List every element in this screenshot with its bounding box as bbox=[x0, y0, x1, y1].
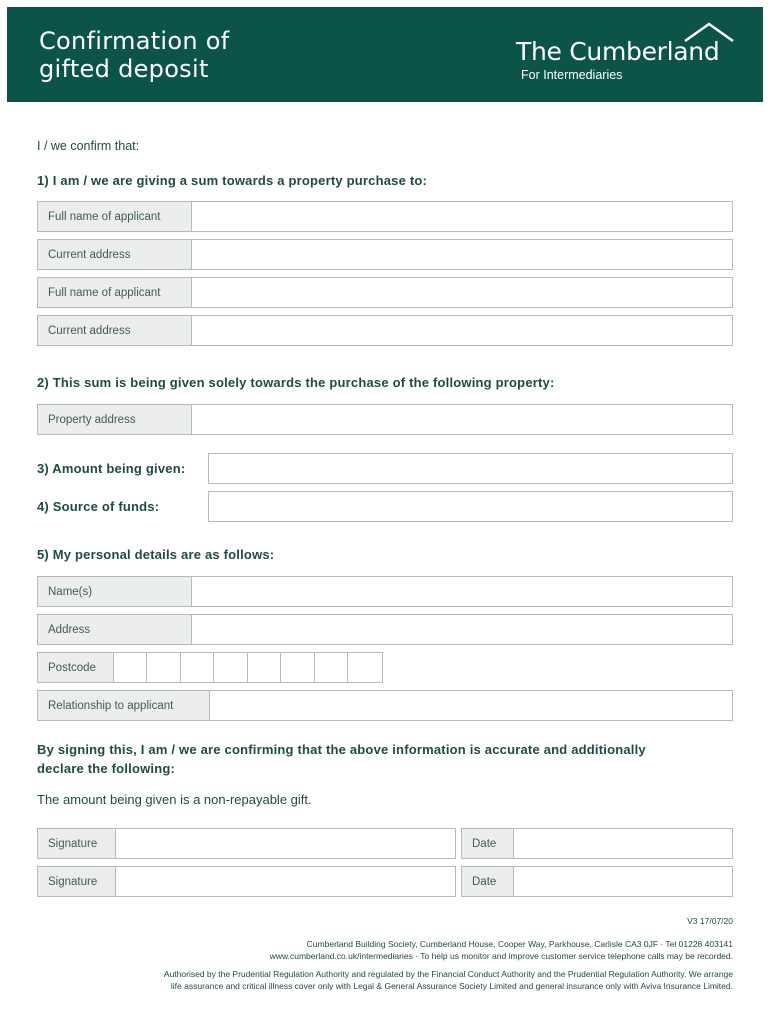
applicant1-name-label: Full name of applicant bbox=[38, 202, 192, 231]
postcode-char-field[interactable] bbox=[181, 653, 215, 682]
signature-field[interactable] bbox=[116, 867, 455, 896]
date-label: Date bbox=[462, 867, 514, 896]
date-row-2 bbox=[461, 866, 733, 897]
version-text: V3 17/07/20 bbox=[687, 916, 733, 926]
applicant1-name-field[interactable] bbox=[192, 202, 732, 231]
footer-web: www.cumberland.co.uk/intermediaries · To help us monitor and improve customer service telephone calls may be recorded. bbox=[269, 951, 733, 961]
applicant2-address-row bbox=[37, 315, 733, 346]
applicant1-address-row bbox=[37, 239, 733, 270]
date-field[interactable] bbox=[514, 829, 732, 858]
giver-address-row bbox=[37, 614, 733, 645]
postcode-label: Postcode bbox=[38, 653, 114, 682]
postcode-char-field[interactable] bbox=[214, 653, 248, 682]
declaration-heading-line2: declare the following: bbox=[37, 761, 176, 776]
applicant1-address-field[interactable] bbox=[192, 240, 732, 269]
applicant1-name-row bbox=[37, 201, 733, 232]
brand-logo-text: The Cumberland bbox=[516, 37, 720, 66]
relationship-label: Relationship to applicant bbox=[38, 691, 210, 720]
signature-row-2 bbox=[37, 866, 456, 897]
section5-heading: 5) My personal details are as follows: bbox=[37, 547, 275, 562]
form-title: Confirmation of gifted deposit bbox=[39, 27, 230, 83]
applicant2-name-field[interactable] bbox=[192, 278, 732, 307]
property-address-field[interactable] bbox=[192, 405, 732, 434]
postcode-char-field[interactable] bbox=[248, 653, 282, 682]
footer-legal-line1: Authorised by the Prudential Regulation Authority and regulated by the Financial Conduct Authority and the Prudential Regulation Authority. We arrange bbox=[163, 969, 733, 979]
applicant2-address-field[interactable] bbox=[192, 316, 732, 345]
relationship-field[interactable] bbox=[210, 691, 732, 720]
date-label: Date bbox=[462, 829, 514, 858]
brand-subtitle: For Intermediaries bbox=[521, 68, 623, 82]
giver-name-row bbox=[37, 576, 733, 607]
section1-heading: 1) I am / we are giving a sum towards a property purchase to: bbox=[37, 173, 428, 188]
signature-field[interactable] bbox=[116, 829, 455, 858]
signature-row-1 bbox=[37, 828, 456, 859]
section2-heading: 2) This sum is being given solely towards the purchase of the following property: bbox=[37, 375, 555, 390]
relationship-row bbox=[37, 690, 733, 721]
applicant2-address-label: Current address bbox=[38, 316, 192, 345]
source-of-funds-label: 4) Source of funds: bbox=[37, 499, 160, 514]
declaration-heading-line1: By signing this, I am / we are confirming that the above information is accurate and additionally bbox=[37, 742, 646, 757]
footer-address: Cumberland Building Society, Cumberland House, Cooper Way, Parkhouse, Carlisle CA3 0JF · Tel 01228 403141 bbox=[306, 939, 733, 949]
postcode-char-field[interactable] bbox=[281, 653, 315, 682]
intro-text: I / we confirm that: bbox=[37, 139, 140, 153]
property-address-row bbox=[37, 404, 733, 435]
footer-legal-line2: life assurance and critical illness cover only with Legal & General Assurance Society Limited and general insurance only with Aviva Insurance Limited. bbox=[170, 981, 733, 991]
giver-name-label: Name(s) bbox=[38, 577, 192, 606]
date-row-1 bbox=[461, 828, 733, 859]
giver-address-label: Address bbox=[38, 615, 192, 644]
date-field[interactable] bbox=[514, 867, 732, 896]
signature-label: Signature bbox=[38, 829, 116, 858]
giver-address-field[interactable] bbox=[192, 615, 732, 644]
postcode-char-field[interactable] bbox=[315, 653, 349, 682]
signature-label: Signature bbox=[38, 867, 116, 896]
source-of-funds-field[interactable] bbox=[208, 491, 733, 522]
applicant2-name-label: Full name of applicant bbox=[38, 278, 192, 307]
postcode-char-field[interactable] bbox=[348, 653, 382, 682]
amount-field[interactable] bbox=[208, 453, 733, 484]
declaration-statement: The amount being given is a non-repayable gift. bbox=[37, 792, 312, 807]
applicant2-name-row bbox=[37, 277, 733, 308]
header-banner bbox=[7, 7, 763, 102]
giver-name-field[interactable] bbox=[192, 577, 732, 606]
amount-label: 3) Amount being given: bbox=[37, 461, 186, 476]
applicant1-address-label: Current address bbox=[38, 240, 192, 269]
postcode-char-field[interactable] bbox=[114, 653, 148, 682]
postcode-row bbox=[37, 652, 383, 683]
property-address-label: Property address bbox=[38, 405, 192, 434]
postcode-char-field[interactable] bbox=[147, 653, 181, 682]
